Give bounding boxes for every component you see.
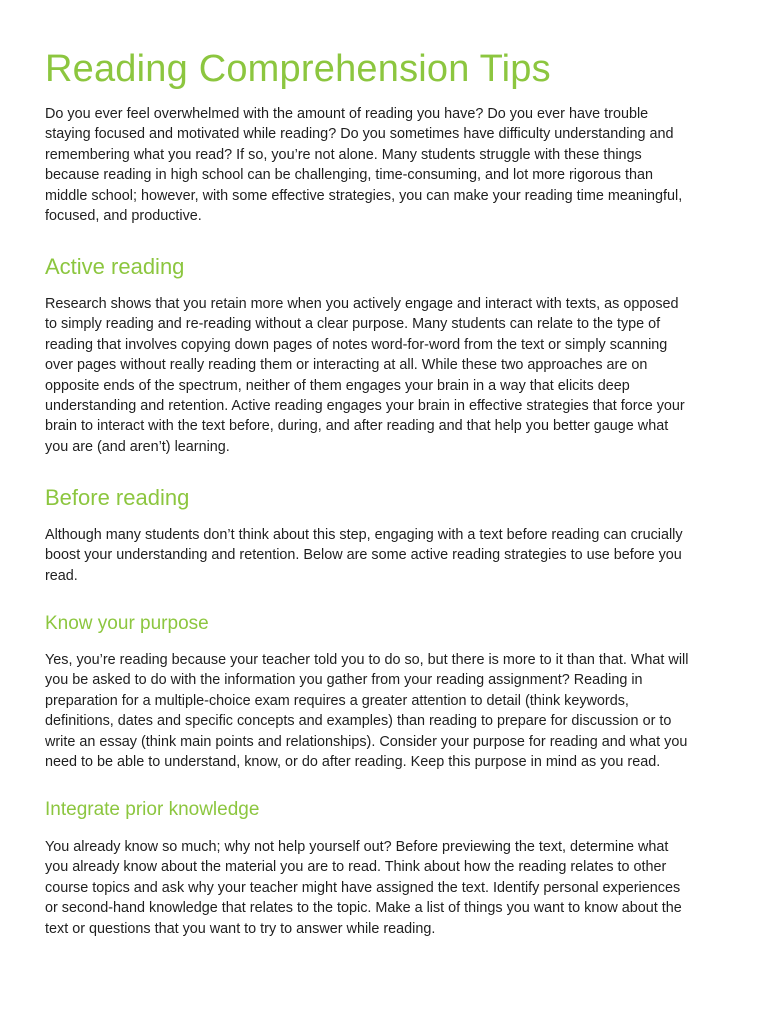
text-line: staying focused and motivated while reading? Do you sometimes have difficulty understanding and bbox=[45, 126, 674, 143]
text-line: to simply reading and re-reading without a clear purpose. Many students can relate to the type of bbox=[45, 316, 661, 333]
text-line: focused, and productive. bbox=[45, 208, 202, 225]
text-line: read. bbox=[45, 567, 78, 584]
text-line: Do you ever feel overwhelmed with the amount of reading you have? Do you ever have trouble bbox=[45, 106, 649, 122]
text-line: brain to interact with the text before, during, and after reading and that help you better gauge what bbox=[45, 418, 669, 435]
text-line: because reading in high school can be challenging, time-consuming, and lot more rigorous than bbox=[45, 167, 653, 184]
text-line: over pages without really reading them or interacting at all. While these two approaches are on bbox=[45, 357, 648, 374]
active-reading-paragraph bbox=[45, 294, 725, 457]
before-reading-paragraph bbox=[45, 525, 725, 586]
know-your-purpose-paragraph bbox=[45, 650, 725, 772]
text-line: opposite ends of the spectrum, neither of them engages your brain in a way that elicits deep bbox=[45, 377, 630, 394]
text-line: you are (and aren’t) learning. bbox=[45, 438, 230, 455]
text-line: write an essay (think main points and relationships). Consider your purpose for reading and what you bbox=[45, 733, 688, 750]
text-line: definitions, dates and specific concepts and examples) than reading to prepare for discussion or to bbox=[45, 713, 672, 730]
text-line: reading that involves copying down pages of notes word-for-word from the text or simply scanning bbox=[45, 336, 668, 353]
text-line: course topics and ask why your teacher might have assigned the text. Identify personal experiences bbox=[45, 879, 681, 896]
heading-know-your-purpose: Know your purpose bbox=[45, 613, 209, 634]
text-line: remembering what you read? If so, you’re not alone. Many students struggle with these things bbox=[45, 146, 642, 163]
text-line: Although many students don’t think about this step, engaging with a text before reading can crucially bbox=[45, 527, 683, 543]
page-title: Reading Comprehension Tips bbox=[45, 48, 551, 90]
text-line: boost your understanding and retention. Below are some active reading strategies to use before you bbox=[45, 547, 682, 564]
text-line: or second-hand knowledge that relates to the topic. Make a list of things you want to know about the bbox=[45, 900, 682, 917]
text-line: Research shows that you retain more when you actively engage and interact with texts, as opposed bbox=[45, 296, 679, 312]
integrate-prior-knowledge-paragraph bbox=[45, 837, 725, 939]
text-line: text or questions that you want to try to answer while reading. bbox=[45, 920, 436, 937]
heading-integrate-prior-knowledge: Integrate prior knowledge bbox=[45, 799, 260, 820]
text-line: you already know about the material you are to read. Think about how the reading relates to other bbox=[45, 859, 667, 876]
intro-paragraph bbox=[45, 104, 725, 226]
text-line: preparation for a multiple-choice exam requires a greater attention to detail (think keywords, bbox=[45, 692, 629, 709]
heading-before-reading: Before reading bbox=[45, 485, 190, 510]
text-line: need to be able to understand, know, or do after reading. Keep this purpose in mind as you read. bbox=[45, 754, 661, 771]
text-line: You already know so much; why not help yourself out? Before previewing the text, determine what bbox=[45, 839, 669, 855]
text-line: you be asked to do with the information you gather from your reading assignment? Reading in bbox=[45, 672, 643, 689]
text-line: Yes, you’re reading because your teacher told you to do so, but there is more to it than that. What will bbox=[45, 652, 689, 668]
text-line: understanding and retention. Active reading engages your brain in effective strategies that force your bbox=[45, 398, 685, 415]
text-line: middle school; however, with some effective strategies, you can make your reading time meaningful, bbox=[45, 187, 683, 204]
heading-active-reading: Active reading bbox=[45, 254, 185, 279]
